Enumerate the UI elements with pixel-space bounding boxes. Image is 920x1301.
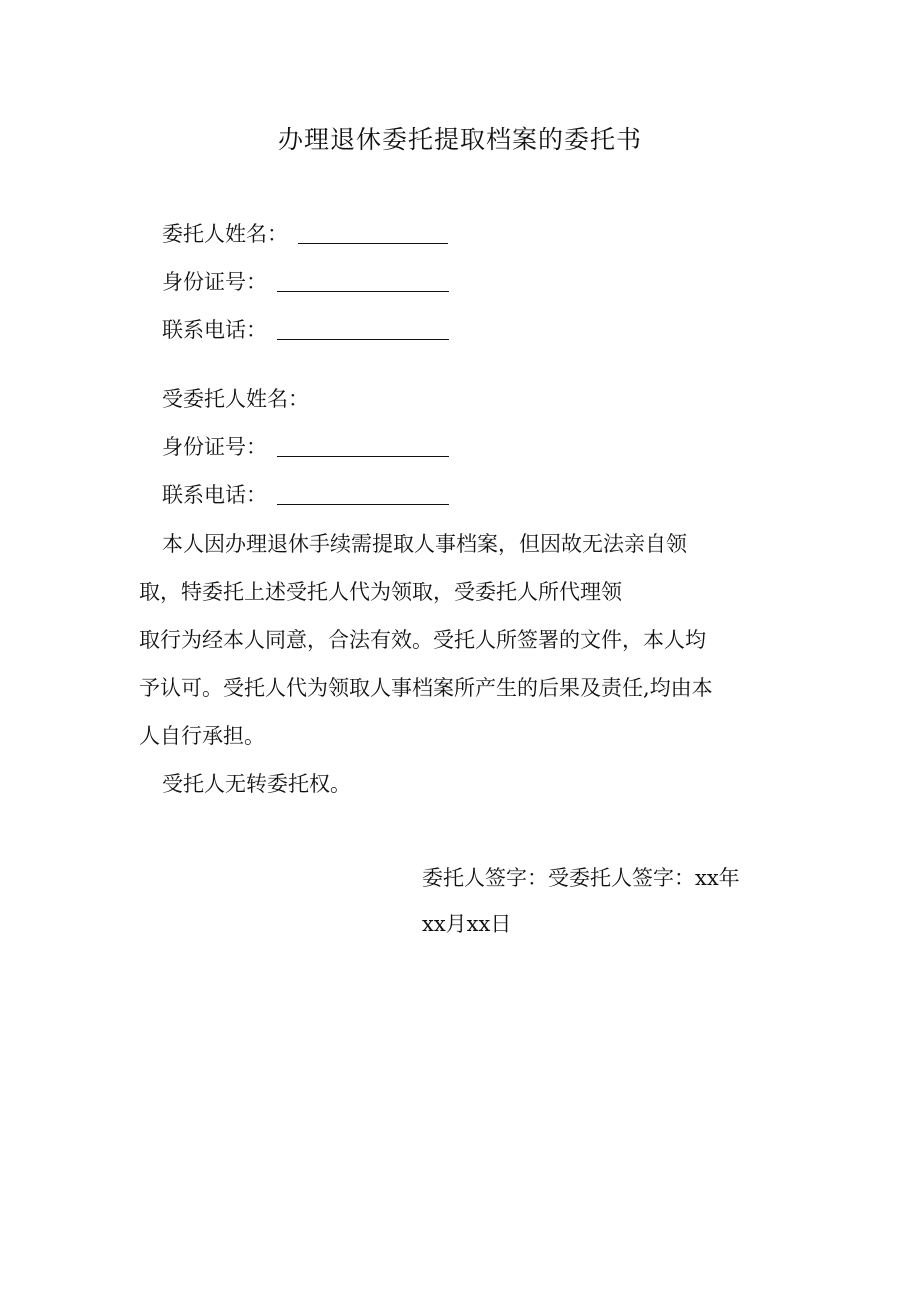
body-line: 予认可。受托人代为领取人事档案所产生的后果及责任,均由本 xyxy=(139,676,713,700)
body-line: 人自行承担。 xyxy=(139,724,265,748)
agent-phone-blank xyxy=(277,482,449,505)
agent-id-blank xyxy=(277,434,449,457)
agent-phone-label: 联系电话： xyxy=(162,483,267,507)
principal-phone-label: 联系电话： xyxy=(162,318,267,342)
no-subdelegation-clause: 受托人无转委托权。 xyxy=(162,772,351,796)
principal-id-blank xyxy=(277,269,449,292)
body-line: 取行为经本人同意，合法有效。受托人所签署的文件，本人均 xyxy=(139,628,706,652)
principal-phone-blank xyxy=(277,317,449,340)
agent-name-field xyxy=(162,383,309,415)
body-line: 本人因办理退休手续需提取人事档案，但因故无法亲自领 xyxy=(162,532,687,556)
principal-phone-field xyxy=(162,314,449,346)
agent-name-label: 受委托人姓名： xyxy=(162,387,309,411)
agent-phone-field xyxy=(162,479,449,511)
principal-name-field xyxy=(162,218,448,250)
agent-id-label: 身份证号： xyxy=(162,435,267,459)
principal-id-label: 身份证号： xyxy=(162,270,267,294)
document-title: 办理退休委托提取档案的委托书 xyxy=(277,125,642,154)
body-line: 取，特委托上述受托人代为领取，受委托人所代理领 xyxy=(139,580,622,604)
body-paragraph xyxy=(139,520,799,760)
signature-line: 委托人签字：受委托人签字：xx年 xyxy=(422,866,740,890)
agent-id-field xyxy=(162,431,449,463)
signature-date: xx月xx日 xyxy=(422,912,512,936)
principal-id-field xyxy=(162,266,449,298)
principal-name-blank xyxy=(298,221,448,244)
principal-name-label: 委托人姓名： xyxy=(162,222,288,246)
